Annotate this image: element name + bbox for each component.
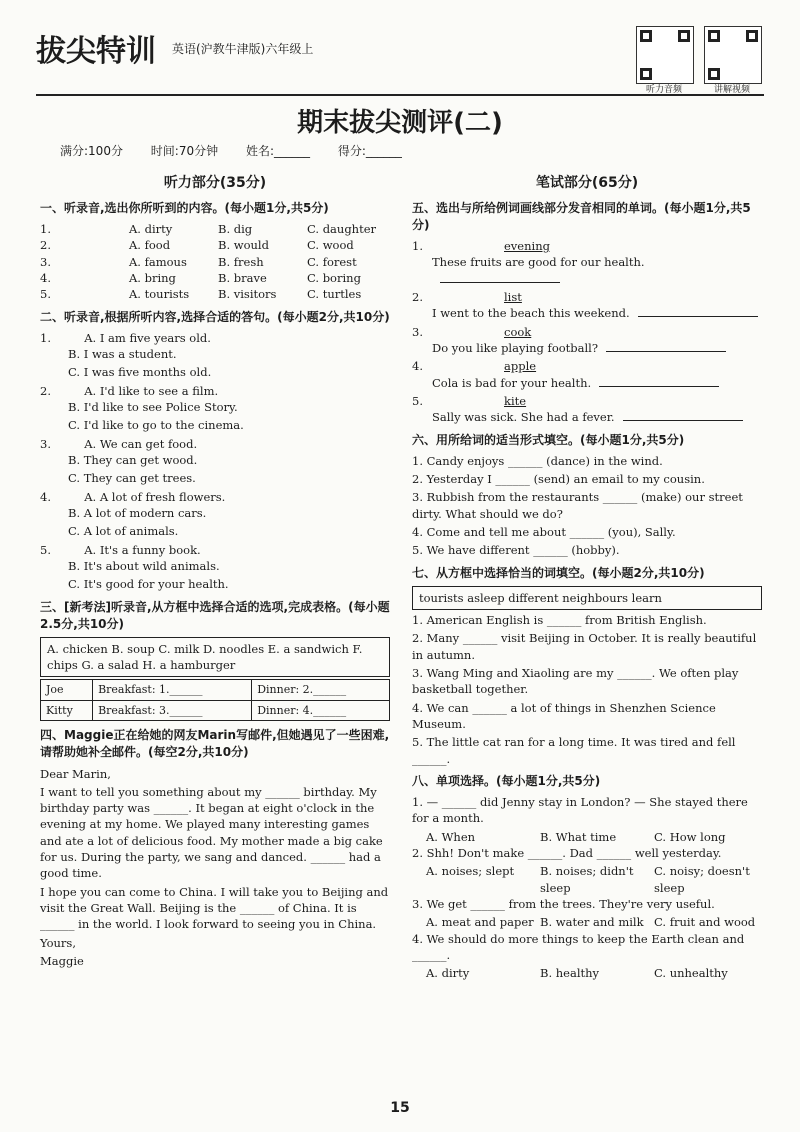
question-row [40, 489, 390, 505]
question-number: 2. [40, 238, 51, 253]
option-choice[interactable]: A. When [426, 829, 476, 844]
example-word: list [504, 289, 522, 304]
question-row [412, 289, 762, 305]
question-number: 3. [412, 324, 423, 339]
full-marks: 满分:100分 [60, 144, 123, 158]
mc-options [412, 914, 762, 930]
fill-blank-item[interactable]: 1. Candy enjoys ______ (dance) in the wind. [412, 453, 663, 468]
section-2-title: 二、听录音,根据所听内容,选择合适的答句。(每小题2分,共10分) [40, 309, 390, 324]
option-choice[interactable]: A. It's a funny book. [84, 542, 201, 557]
question-row [40, 270, 390, 286]
example-sentence: These fruits are good for our health. [412, 254, 762, 287]
table-cell-name: Kitty [41, 700, 93, 721]
option-choice[interactable]: A. famous [129, 254, 187, 269]
question-number: 3. [40, 254, 51, 269]
example-word: evening [504, 238, 550, 253]
section-3-options: A. chicken B. soup C. milk D. noodles E. a sandwich F. chips G. a salad H. a hamburger [40, 637, 390, 678]
mc-question: 3. We get ______ from the trees. They're very useful. [412, 896, 715, 911]
example-sentence: Do you like playing football? [412, 340, 762, 356]
example-word: kite [504, 393, 527, 408]
question-row [40, 221, 390, 237]
option-choice[interactable]: A. I am five years old. [84, 330, 211, 345]
option-choice[interactable]: A. We can get food. [84, 436, 198, 451]
letter-paragraph: I want to tell you something about my ______ birthday. My birthday party was ______. It began at eight o'clock in the evening at my home. We played many interesting games and ate a lot of delicious food. My mother made a big cake for us. During the party, we sang and danced. ______ had a good time. [40, 784, 383, 881]
fill-blank-item[interactable]: 5. The little cat ran for a long time. It was tired and fell ______. [412, 735, 736, 766]
question-row [40, 286, 390, 302]
listening-title: 听力部分(35分) [163, 175, 267, 191]
option-choice[interactable]: C. unhealthy [654, 966, 728, 981]
option-choice[interactable]: C. wood [307, 238, 354, 253]
option-choice[interactable]: A. noises; slept [426, 864, 515, 879]
fill-blank-item[interactable]: 2. Yesterday I ______ (send) an email to my cousin. [412, 471, 705, 486]
option-choice[interactable]: A. dirty [129, 221, 173, 236]
question-number: 1. [40, 330, 51, 345]
question-block [40, 542, 390, 593]
option-choice[interactable]: C. forest [307, 254, 357, 269]
option-choice[interactable]: B. A lot of modern cars. [68, 505, 207, 520]
option-choice[interactable]: A. dirty [426, 966, 470, 981]
table-cell-meal[interactable]: Dinner: 2.______ [252, 680, 390, 701]
section-5-list [412, 238, 762, 426]
mc-options [412, 965, 762, 981]
section-6-list [412, 453, 762, 559]
writing-title: 笔试部分(65分) [535, 175, 639, 191]
qr-code-audio[interactable] [636, 26, 694, 84]
question-block [40, 330, 390, 381]
option-choice[interactable]: C. A lot of animals. [68, 524, 179, 539]
mc-question: 2. Shh! Don't make ______. Dad ______ well yesterday. [412, 845, 722, 860]
question-block [40, 489, 390, 540]
brand-logo: 拔尖特训 [36, 34, 156, 69]
name-field[interactable]: 姓名:______ [245, 144, 310, 158]
option-choice[interactable]: B. dig [218, 221, 253, 236]
time-limit: 时间:70分钟 [150, 144, 219, 158]
option-choice[interactable]: B. visitors [218, 287, 277, 302]
option-choice[interactable]: B. fresh [218, 254, 264, 269]
example-word: apple [504, 359, 537, 374]
option-choice[interactable]: B. noises; didn't sleep [540, 864, 634, 895]
option-choice[interactable]: A. meat and paper [426, 915, 534, 930]
fill-blank-item[interactable]: 2. Many ______ visit Beijing in October. It is really beautiful in autumn. [412, 631, 757, 662]
page-title: 期末拔尖测评(二) [297, 108, 503, 138]
table-cell-name: Joe [41, 680, 93, 701]
fill-blank-item[interactable]: 4. We can ______ a lot of things in Shenzhen Science Museum. [412, 700, 716, 731]
qr-code-video[interactable] [704, 26, 762, 84]
question-row [40, 254, 390, 270]
option-choice[interactable]: B. I was a student. [68, 346, 177, 361]
answer-line[interactable] [440, 282, 560, 283]
section-8-list [412, 794, 762, 982]
option-choice[interactable]: C. They can get trees. [68, 471, 196, 486]
question-number: 3. [40, 436, 51, 451]
section-1-title: 一、听录音,选出你所听到的内容。(每小题1分,共5分) [40, 200, 329, 215]
option-choice[interactable]: A. tourists [129, 287, 190, 302]
option-choice[interactable]: C. I was five months old. [68, 365, 212, 380]
score-field[interactable]: 得分:______ [337, 144, 402, 158]
question-number: 1. [412, 238, 423, 253]
table-cell-meal[interactable]: Dinner: 4.______ [252, 700, 390, 721]
option-choice[interactable]: A. food [129, 238, 171, 253]
fill-blank-item[interactable]: 5. We have different ______ (hobby). [412, 543, 620, 558]
question-row [40, 330, 390, 346]
question-number: 5. [412, 393, 423, 408]
qr-label-audio: 听力音频 [645, 85, 682, 95]
letter-paragraph: I hope you can come to China. I will take you to Beijing and visit the Great Wall. Beijing is the ______ of China. It is ______ in the world. I look forward to seeing you in China. [40, 884, 389, 932]
answer-line[interactable] [606, 351, 726, 352]
section-7-word-box: tourists asleep different neighbours learn [412, 586, 762, 610]
fill-blank-item[interactable]: 3. Wang Ming and Xiaoling are my ______. We often play basketball together. [412, 665, 739, 697]
letter-signature: Maggie [40, 954, 84, 969]
section-2-list [40, 330, 390, 593]
mc-options [412, 863, 762, 896]
mc-question: 1. — ______ did Jenny stay in London? — She stayed there for a month. [412, 794, 748, 826]
question-number: 5. [40, 542, 51, 557]
option-choice[interactable]: C. turtles [307, 287, 362, 302]
option-choice[interactable]: C. How long [654, 829, 726, 844]
option-choice[interactable]: A. I'd like to see a film. [84, 383, 219, 398]
question-block [40, 383, 390, 434]
option-choice[interactable]: B. would [218, 238, 269, 253]
answer-line[interactable] [599, 386, 719, 387]
qr-label-video: 讲解视频 [713, 85, 750, 95]
fill-blank-item[interactable]: 3. Rubbish from the restaurants ______ (make) our street dirty. What should we do? [412, 490, 743, 521]
option-choice[interactable]: C. noisy; doesn't sleep [654, 864, 750, 895]
exam-meta [60, 142, 740, 159]
section-7-title: 七、从方框中选择恰当的词填空。(每小题2分,共10分) [412, 565, 705, 580]
answer-line[interactable] [623, 420, 743, 421]
question-number: 2. [40, 383, 51, 398]
example-sentence: Cola is bad for your health. [412, 375, 762, 391]
question-row [40, 436, 390, 452]
section-6-title: 六、用所给词的适当形式填空。(每小题1分,共5分) [412, 432, 685, 447]
option-choice[interactable]: A. A lot of fresh flowers. [84, 489, 226, 504]
section-3-title: 三、[新考法]听录音,从方框中选择合适的选项,完成表格。(每小题2.5分,共10分) [40, 599, 390, 631]
letter-closing: Yours, [40, 935, 76, 950]
listening-column [40, 168, 390, 971]
option-choice[interactable]: C. It's good for your health. [68, 577, 229, 592]
question-number: 4. [40, 270, 51, 285]
mc-options [412, 829, 762, 845]
subtitle: 英语(沪教牛津版)六年级上 [172, 42, 314, 56]
option-choice[interactable]: C. I'd like to go to the cinema. [68, 418, 244, 433]
letter-greeting: Dear Marin, [40, 766, 111, 781]
option-choice[interactable]: B. water and milk [540, 915, 644, 930]
option-choice[interactable]: B. healthy [540, 966, 600, 981]
question-row [40, 542, 390, 558]
option-choice[interactable]: B. I'd like to see Police Story. [68, 399, 238, 414]
question-row [40, 383, 390, 399]
question-row [412, 238, 762, 254]
option-choice[interactable]: C. daughter [307, 221, 377, 236]
table-row [41, 700, 390, 721]
question-number: 5. [40, 287, 51, 302]
fill-blank-item[interactable]: 1. American English is ______ from British English. [412, 612, 707, 627]
mc-question: 4. We should do more things to keep the Earth clean and ______. [412, 931, 745, 962]
question-row [412, 358, 762, 374]
page-number: 15 [390, 1100, 410, 1116]
section-1-list [40, 221, 390, 303]
option-choice[interactable]: C. fruit and wood [654, 915, 756, 930]
question-row [412, 324, 762, 340]
option-choice[interactable]: B. What time [540, 829, 617, 844]
option-choice[interactable]: C. boring [307, 270, 361, 285]
meal-table [40, 679, 390, 721]
table-row [41, 680, 390, 701]
page-header [36, 20, 764, 96]
section-8-title: 八、单项选择。(每小题1分,共5分) [412, 773, 601, 788]
option-choice[interactable]: B. They can get wood. [68, 452, 198, 467]
section-4-title: 四、Maggie正在给她的网友Marin写邮件,但她遇见了一些困难,请帮助她补全邮件。(每空2分,共10分) [40, 728, 390, 760]
section-5-title: 五、选出与所给例词画线部分发音相同的单词。(每小题1分,共5分) [412, 200, 751, 232]
section-7-list [412, 612, 762, 767]
example-sentence: I went to the beach this weekend. [412, 305, 762, 321]
question-number: 2. [412, 289, 423, 304]
example-word: cook [504, 324, 532, 339]
answer-line[interactable] [638, 316, 758, 317]
fill-blank-item[interactable]: 4. Come and tell me about ______ (you), Sally. [412, 524, 676, 539]
option-choice[interactable]: B. It's about wild animals. [68, 558, 220, 573]
question-number: 4. [40, 489, 51, 504]
table-cell-meal[interactable]: Breakfast: 1.______ [93, 680, 252, 701]
question-number: 4. [412, 359, 423, 374]
question-block [40, 436, 390, 487]
question-row [40, 237, 390, 253]
question-row [412, 393, 762, 409]
writing-column [412, 168, 762, 982]
option-choice[interactable]: B. brave [218, 270, 267, 285]
table-cell-meal[interactable]: Breakfast: 3.______ [93, 700, 252, 721]
option-choice[interactable]: A. bring [129, 270, 176, 285]
question-number: 1. [40, 221, 51, 236]
example-sentence: Sally was sick. She had a fever. [412, 409, 762, 425]
